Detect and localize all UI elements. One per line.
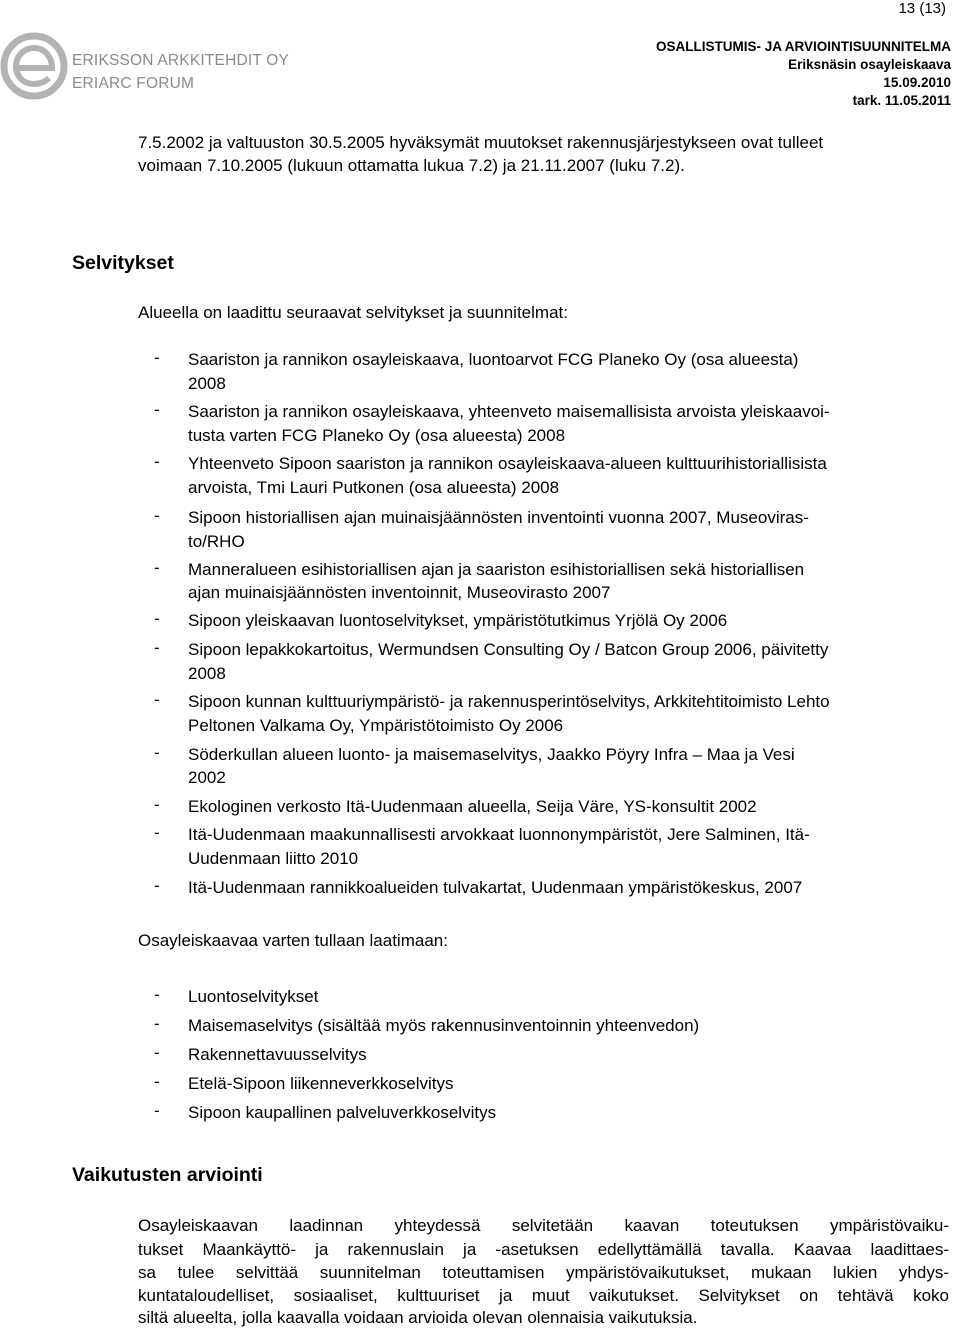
logo-forum-name: ERIARC FORUM bbox=[72, 75, 195, 92]
list-dash: - bbox=[154, 1101, 160, 1120]
paragraph-line: kuntataloudelliset, sosiaaliset, kulttuuriset ja muut vaikutukset. Selvitykset on tehtävä koko bbox=[138, 1286, 949, 1305]
list-item-line: Etelä-Sipoon liikenneverkkoselvitys bbox=[188, 1074, 454, 1093]
doc-title: OSALLISTUMIS- JA ARVIOINTISUUNNITELMA bbox=[655, 39, 951, 54]
list-dash: - bbox=[154, 609, 160, 628]
list-item-line: Saariston ja rannikon osayleiskaava, luontoarvot FCG Planeko Oy (osa alueesta) bbox=[188, 350, 799, 369]
intro-line-2: voimaan 7.10.2005 (lukuun ottamatta lukua 7.2) ja 21.11.2007 (luku 7.2). bbox=[138, 156, 685, 175]
list-dash: - bbox=[154, 876, 160, 895]
list-item-line: Sipoon lepakkokartoitus, Wermundsen Consulting Oy / Batcon Group 2006, päivitetty bbox=[188, 640, 829, 659]
list-dash: - bbox=[154, 1014, 160, 1033]
doc-date: 15.09.2010 bbox=[883, 75, 951, 90]
list-item-line: ajan muinaisjäännösten inventoinnit, Museovirasto 2007 bbox=[188, 583, 611, 602]
list-dash: - bbox=[154, 985, 160, 1004]
list-item-line: 2008 bbox=[188, 374, 226, 393]
company-logo bbox=[0, 30, 290, 100]
paragraph-line: siltä alueelta, jolla kaavalla voidaan arvioida olevan olennaisia vaikutuksia. bbox=[138, 1308, 698, 1327]
list-item-line: Yhteenveto Sipoon saariston ja rannikon osayleiskaava-alueen kulttuurihistoriallisista bbox=[188, 454, 827, 473]
page-number: 13 (13) bbox=[898, 0, 946, 17]
list-item-line: Uudenmaan liitto 2010 bbox=[188, 849, 359, 868]
list-item-line: Saariston ja rannikon osayleiskaava, yhteenveto maisemallisista arvoista yleiskaavoi- bbox=[188, 402, 830, 421]
plan-name: Eriksnäsin osayleiskaava bbox=[788, 57, 951, 72]
list-item-line: arvoista, Tmi Lauri Putkonen (osa alueesta) 2008 bbox=[188, 478, 560, 497]
list-item-line: Peltonen Valkama Oy, Ympäristötoimisto Oy 2006 bbox=[188, 716, 564, 735]
list-item-line: Manneralueen esihistoriallisen ajan ja saariston esihistoriallisen sekä historiallisen bbox=[188, 560, 805, 579]
paragraph-line: Osayleiskaavan laadinnan yhteydessä selvitetään kaavan toteutuksen ympäristövaiku- bbox=[138, 1216, 949, 1235]
list-item-line: Maisemaselvitys (sisältää myös rakennusinventoinnin yhteenvedon) bbox=[188, 1016, 700, 1035]
e-letter-logo-icon bbox=[0, 32, 68, 100]
list-dash: - bbox=[154, 690, 160, 709]
section-heading-vaikutusten-arviointi: Vaikutusten arviointi bbox=[72, 1164, 263, 1186]
list-item-line: Söderkullan alueen luonto- ja maisemaselvitys, Jaakko Pöyry Infra – Maa ja Vesi bbox=[188, 745, 795, 764]
selvitykset-lead: Alueella on laadittu seuraavat selvitykset ja suunnitelmat: bbox=[138, 303, 568, 322]
list-item-line: Sipoon kaupallinen palveluverkkoselvitys bbox=[188, 1103, 497, 1122]
list-item-line: Itä-Uudenmaan maakunnallisesti arvokkaat luonnonympäristöt, Jere Salminen, Itä- bbox=[188, 825, 810, 844]
list-dash: - bbox=[154, 452, 160, 471]
list-dash: - bbox=[154, 638, 160, 657]
tulossa-lead: Osayleiskaavaa varten tullaan laatimaan: bbox=[138, 931, 448, 950]
list-dash: - bbox=[154, 1043, 160, 1062]
paragraph-line: tukset Maankäyttö- ja rakennuslain ja -asetuksen edellyttämällä tavalla. Kaavaa laadittaes- bbox=[138, 1240, 949, 1259]
list-item-line: 2008 bbox=[188, 664, 226, 683]
intro-line-1: 7.5.2002 ja valtuuston 30.5.2005 hyväksymät muutokset rakennusjärjestykseen ovat tulleet bbox=[138, 133, 824, 152]
list-dash: - bbox=[154, 506, 160, 525]
list-item-line: to/RHO bbox=[188, 532, 245, 551]
document-header bbox=[656, 38, 951, 110]
list-item-line: Rakennettavuusselvitys bbox=[188, 1045, 367, 1064]
list-item-line: Sipoon yleiskaavan luontoselvitykset, ympäristötutkimus Yrjölä Oy 2006 bbox=[188, 611, 728, 630]
section-heading-selvitykset: Selvitykset bbox=[72, 252, 174, 274]
list-item-line: tusta varten FCG Planeko Oy (osa alueesta) 2008 bbox=[188, 426, 566, 445]
list-item-line: Luontoselvitykset bbox=[188, 987, 319, 1006]
list-dash: - bbox=[154, 795, 160, 814]
list-dash: - bbox=[154, 743, 160, 762]
list-dash: - bbox=[154, 558, 160, 577]
list-dash: - bbox=[154, 400, 160, 419]
paragraph-line: sa tulee selvittää suunnitelman toteuttamisen ympäristövaikutukset, mukaan lukien yhdys- bbox=[138, 1263, 949, 1282]
list-dash: - bbox=[154, 823, 160, 842]
list-item-line: Sipoon kunnan kulttuuriympäristö- ja rakennusperintöselvitys, Arkkitehtitoimisto Lehto bbox=[188, 692, 830, 711]
list-dash: - bbox=[154, 348, 160, 367]
list-item-line: Sipoon historiallisen ajan muinaisjäännösten inventointi vuonna 2007, Museoviras- bbox=[188, 508, 809, 527]
list-dash: - bbox=[154, 1072, 160, 1091]
list-item-line: 2002 bbox=[188, 768, 226, 787]
list-item-line: Ekologinen verkosto Itä-Uudenmaan alueella, Seija Väre, YS-konsultit 2002 bbox=[188, 797, 757, 816]
list-item-line: Itä-Uudenmaan rannikkoalueiden tulvakartat, Uudenmaan ympäristökeskus, 2007 bbox=[188, 878, 803, 897]
doc-revised: tark. 11.05.2011 bbox=[852, 93, 951, 108]
logo-company-name: ERIKSSON ARKKITEHDIT OY bbox=[72, 52, 290, 69]
